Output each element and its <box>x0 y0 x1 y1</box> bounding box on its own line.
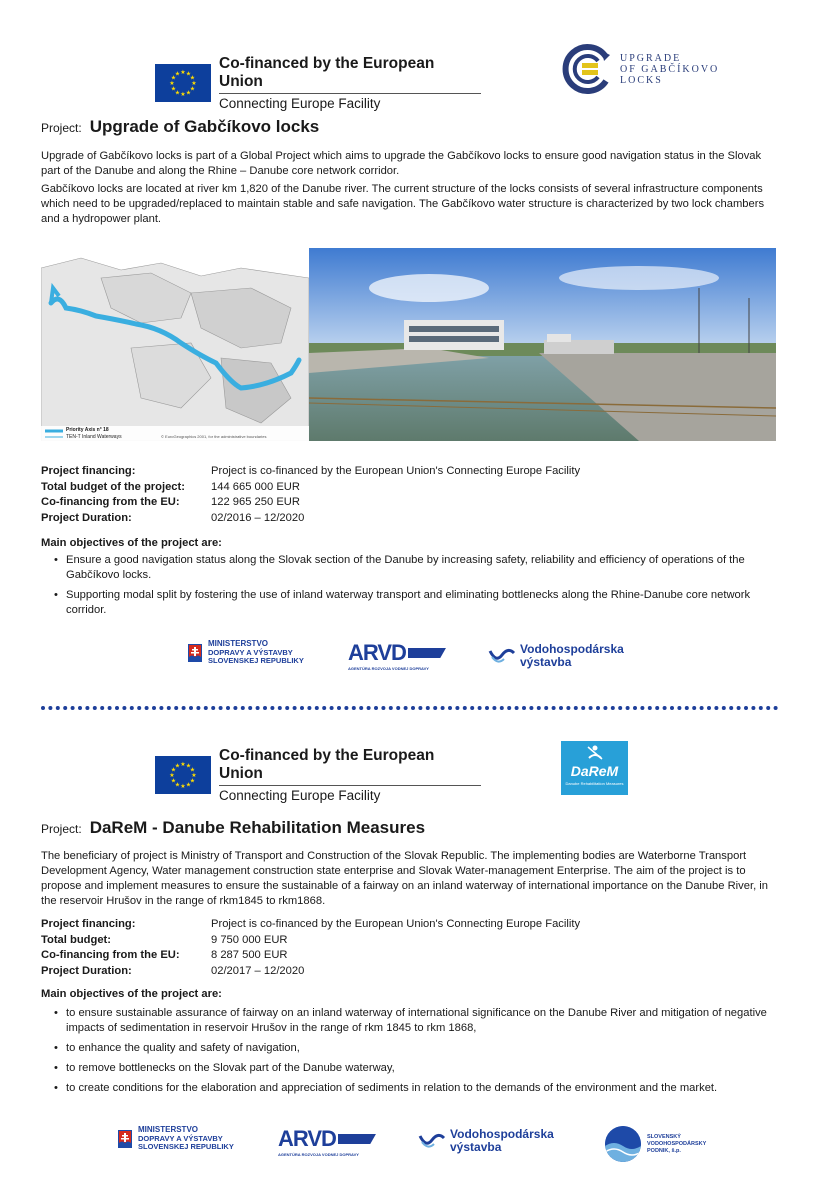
vv-line-1: Vodohospodárska <box>520 642 624 656</box>
arvd-text: ARVD <box>278 1126 336 1151</box>
arvd-text: ARVD <box>348 640 406 665</box>
partner-logos-row-1 <box>188 640 304 666</box>
arvd-logo-1 <box>348 640 446 671</box>
svg-text:★: ★ <box>185 70 192 78</box>
eu-cofinanced-banner-2 <box>155 747 481 803</box>
svg-text:★: ★ <box>170 85 177 93</box>
info-val: 9 750 000 EUR <box>211 933 288 946</box>
project1-images <box>41 248 776 441</box>
slovak-coat-of-arms-icon <box>118 1130 132 1148</box>
project2-description: The beneficiary of project is Ministry of Transport and Construction of the Slovak Republic. The implementing bodies are Waterborne Transport Development Agency, Water management construction state enterprise and Slovak Water-management Enterprise. The aim of the project is to propose and implement measures to ensure the sustainable of a fairway on an inland waterway of international importance on the Danube River, in the reservoir Hrušov in the range of rkm1845 to rkm1868. <box>41 850 768 907</box>
darem-paddler-icon <box>585 744 605 762</box>
svg-text:★: ★ <box>170 74 177 82</box>
svg-text:★: ★ <box>170 766 177 774</box>
arvd-ship-icon <box>338 1134 376 1144</box>
svp-wave-icon <box>605 1126 641 1162</box>
project-label: Project: <box>41 822 82 836</box>
ministry-line-2: DOPRAVY A VÝSTAVBY <box>138 1133 223 1143</box>
project1-title-row <box>41 117 319 137</box>
svp-line-1: SLOVENSKÝ <box>647 1133 681 1140</box>
cef-text: Connecting Europe Facility <box>219 96 381 111</box>
eu-flag-icon <box>155 64 211 102</box>
svg-text:★: ★ <box>180 761 186 768</box>
map-legend-priority-axis: Priority Axis n° 18 <box>66 427 109 433</box>
info-key: Project financing: <box>41 465 136 477</box>
gabcikovo-lock-photo <box>309 248 776 441</box>
svg-text:★: ★ <box>180 91 186 98</box>
ministry-logo <box>188 640 304 666</box>
info-val: 02/2017 – 12/2020 <box>211 964 305 977</box>
info-key: Project financing: <box>41 918 136 930</box>
info-row <box>41 480 580 496</box>
project-label: Project: <box>41 121 82 135</box>
info-val: Project is co-financed by the European Union's Connecting Europe Facility <box>211 465 581 477</box>
project2-objectives-heading: Main objectives of the project are: <box>41 988 222 1000</box>
project2-title: DaReM - Danube Rehabilitation Measures <box>89 818 426 837</box>
project2-info-table <box>41 917 580 979</box>
darem-logo <box>561 741 628 795</box>
svg-text:★: ★ <box>185 762 192 770</box>
project1-description: Gabčíkovo locks are located at river km 1,820 of the Danube river. The current structure of the locks consists of several infrastructure components which need to be upgraded/replaced to maintain stable and safe navigation. The Gabčíkovo water structure is characterized by two lock chambers and a hydropower plant. <box>41 183 765 225</box>
ministry-line-2: DOPRAVY A VÝSTAVBY <box>208 647 293 657</box>
info-key: Project Duration: <box>41 511 132 524</box>
info-row <box>41 464 580 480</box>
info-val: 8 287 500 EUR <box>211 949 288 961</box>
ugl-line-3: LOCKS <box>620 74 663 86</box>
eu-cofinanced-text: Co-financed by the European Union <box>219 747 481 786</box>
svg-text:★: ★ <box>169 772 175 779</box>
ministry-line-1: MINISTERSTVO <box>138 1125 199 1134</box>
ministry-logo <box>118 1126 234 1152</box>
danube-corridor-map <box>41 248 309 441</box>
info-row <box>41 933 580 949</box>
eu-cofinanced-banner-1 <box>155 55 481 111</box>
info-val: Project is co-financed by the European Union's Connecting Europe Facility <box>211 918 581 930</box>
vv-line-2: výstavba <box>450 1140 502 1154</box>
svg-text:★: ★ <box>185 89 192 97</box>
svg-text:★: ★ <box>169 80 175 87</box>
arvd-ship-icon <box>408 648 446 658</box>
arvd-subtitle: AGENTÚRA ROZVOJA VODNEJ DOPRAVY <box>348 666 429 671</box>
vv-logo-1 <box>488 643 624 669</box>
gabcikovo-lock-icon <box>560 43 612 95</box>
list-item: • to ensure sustainable assurance of fairway on an inland waterway of international significance on the Danube River and mitigation of negative impacts of sedimentation in reservoir Hrušov in the range of rkm 1845 to rkm 1868, <box>54 1006 779 1036</box>
info-key: Total budget of the project: <box>41 480 185 493</box>
project1-intro: Upgrade of Gabčíkovo locks is part of a Global Project which aims to upgrade the Gabčíkovo locks to ensure good navigation status in the Slovak part of the Danube and along the Rhine – Danube core network corridor. <box>41 150 762 177</box>
ministry-line-3: SLOVENSKEJ REPUBLIKY <box>208 656 304 665</box>
svg-text:★: ★ <box>189 74 196 82</box>
project2-objectives-list <box>54 1006 779 1101</box>
project1-title: Upgrade of Gabčíkovo locks <box>89 117 320 136</box>
vv-wave-icon <box>488 647 516 665</box>
project1-objectives-list <box>54 553 779 623</box>
svp-line-2: VODOHOSPODÁRSKY <box>647 1140 707 1147</box>
project1-info-table <box>41 464 580 526</box>
list-item: • Ensure a good navigation status along the Slovak section of the Danube by increasing safety, reliability and efficiency of operations of the Gabčíkovo locks. <box>54 553 779 583</box>
svg-text:★: ★ <box>180 783 186 790</box>
project1-objectives-heading: Main objectives of the project are: <box>41 537 222 549</box>
svg-text:★: ★ <box>189 766 196 774</box>
svg-text:★: ★ <box>189 85 196 93</box>
svg-text:★: ★ <box>189 777 196 785</box>
arvd-logo-2 <box>278 1126 376 1157</box>
list-item: • to enhance the quality and safety of navigation, <box>54 1041 779 1056</box>
darem-logo-subtitle: Danube Rehabilitation Measures <box>565 781 624 786</box>
info-key: Total budget: <box>41 933 112 946</box>
ugl-line-2: OF GABČÍKOVO <box>620 63 720 75</box>
arvd-subtitle: AGENTÚRA ROZVOJA VODNEJ DOPRAVY <box>278 1152 359 1157</box>
map-credit: © EuroGeographics 2001, for the administrative boundaries <box>161 434 267 439</box>
svg-text:★: ★ <box>174 89 181 97</box>
info-val: 02/2016 – 12/2020 <box>211 511 305 524</box>
eu-cofinanced-text: Co-financed by the European Union <box>219 55 481 94</box>
info-row <box>41 495 580 511</box>
list-item: • to remove bottlenecks on the Slovak part of the Danube waterway, <box>54 1061 779 1076</box>
vv-wave-icon <box>418 1132 446 1150</box>
info-key: Co-financing from the EU: <box>41 949 180 961</box>
svg-text:★: ★ <box>191 772 197 779</box>
svg-text:★: ★ <box>174 781 181 789</box>
vv-logo-2 <box>418 1128 554 1154</box>
info-row <box>41 511 580 527</box>
ministry-logo-2-wrap <box>118 1126 234 1152</box>
project2-title-row <box>41 818 425 838</box>
list-item: • Supporting modal split by fostering the use of inland waterway transport and eliminating bottlenecks along the Rhine-Danube core network corridor. <box>54 588 779 618</box>
upgrade-gabcikovo-logo <box>560 43 719 95</box>
svg-text:★: ★ <box>180 69 186 76</box>
vv-line-2: výstavba <box>520 655 572 669</box>
svp-line-3: PODNIK, š.p. <box>647 1147 681 1154</box>
list-item: • to create conditions for the elaboration and appreciation of sediments in relation to the demands of the environment and the market. <box>54 1081 779 1096</box>
dotted-divider <box>40 705 780 711</box>
cef-text: Connecting Europe Facility <box>219 788 381 803</box>
map-legend-tent: TEN-T Inland Waterways <box>66 434 122 440</box>
svg-text:★: ★ <box>191 80 197 87</box>
info-row <box>41 948 580 964</box>
slovak-coat-of-arms-icon <box>188 644 202 662</box>
info-row <box>41 964 580 980</box>
ministry-line-1: MINISTERSTVO <box>208 639 269 648</box>
svp-logo <box>605 1126 706 1162</box>
eu-flag-icon <box>155 756 211 794</box>
ugl-line-1: UPGRADE <box>620 52 682 64</box>
info-row <box>41 917 580 933</box>
info-key: Co-financing from the EU: <box>41 496 180 508</box>
svg-text:★: ★ <box>174 762 181 770</box>
svg-text:★: ★ <box>170 777 177 785</box>
info-val: 122 965 250 EUR <box>211 496 300 508</box>
vv-line-1: Vodohospodárska <box>450 1127 554 1141</box>
info-key: Project Duration: <box>41 964 132 977</box>
svg-text:★: ★ <box>174 70 181 78</box>
ministry-line-3: SLOVENSKEJ REPUBLIKY <box>138 1142 234 1151</box>
darem-logo-text: DaReM <box>570 763 619 779</box>
svg-text:★: ★ <box>185 781 192 789</box>
info-val: 144 665 000 EUR <box>211 480 300 493</box>
